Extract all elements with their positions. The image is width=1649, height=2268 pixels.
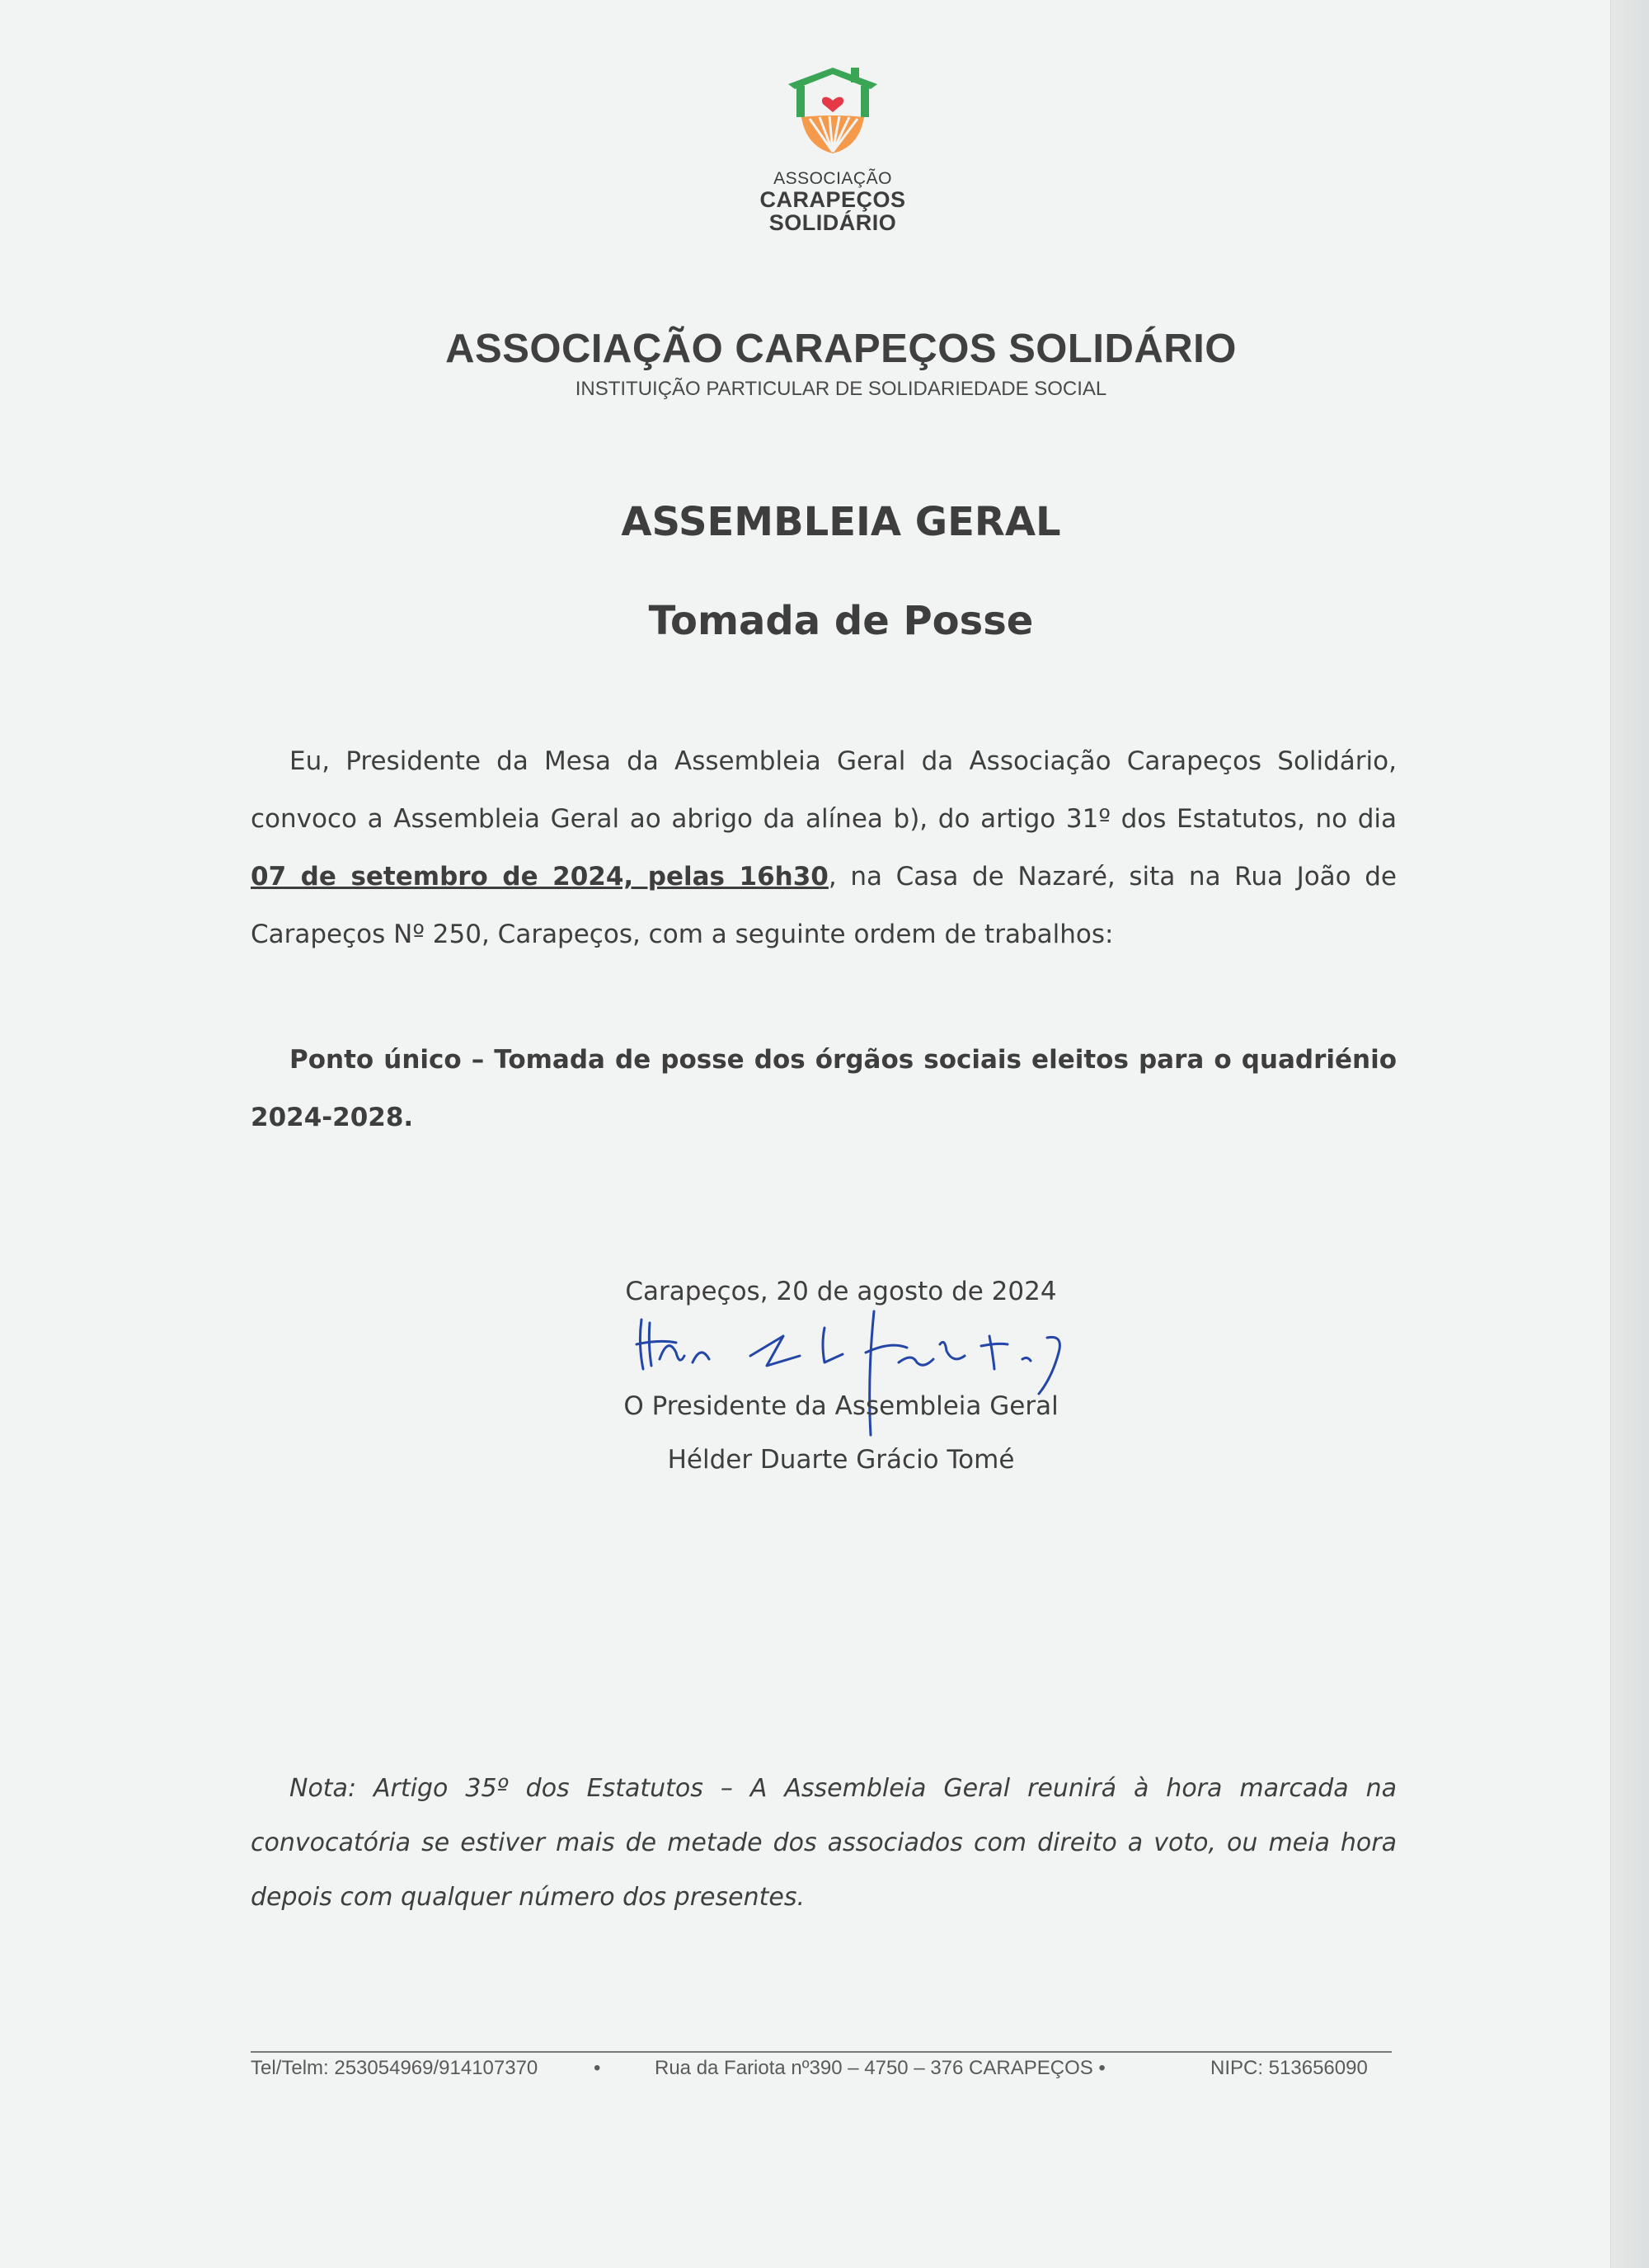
logo-line-2: CARAPEÇOS <box>759 187 906 213</box>
footer-divider <box>251 2051 1392 2053</box>
organization-name: ASSOCIAÇÃO CARAPEÇOS SOLIDÁRIO <box>445 327 1237 371</box>
document-subtitle: Tomada de Posse <box>648 598 1034 644</box>
signatory-role: O Presidente da Assembleia Geral <box>623 1391 1059 1421</box>
footer-address: Rua da Fariota nº390 – 4750 – 376 CARAPEÇOS • <box>655 2057 1106 2079</box>
footer-nipc: NIPC: 513656090 <box>1210 2057 1368 2079</box>
convocation-text-end: , na Casa de Nazaré, sita na Rua João de Carapeços Nº 250, Carapeços, com a seguinte ordem de trabalhos: <box>251 862 1398 949</box>
place-date: Carapeços, 20 de agosto de 2024 <box>625 1277 1057 1306</box>
convocation-paragraph <box>251 732 1397 963</box>
logo <box>717 64 948 235</box>
logo-line-1: ASSOCIAÇÃO <box>773 169 892 188</box>
logo-line-3: SOLIDÁRIO <box>768 210 897 236</box>
signatory-name: Hélder Duarte Grácio Tomé <box>667 1445 1015 1475</box>
convocation-text-start: Eu, Presidente da Mesa da Assembleia Geral da Associação Carapeços Solidário, convoco a Assembleia Geral ao abrigo da alínea b), do artigo 31º dos Estatutos, no dia <box>251 746 1397 834</box>
document-title: ASSEMBLEIA GERAL <box>621 499 1061 545</box>
agenda-item: Ponto único – Tomada de posse dos órgãos sociais eleitos para o quadriénio 2024-2028. <box>251 1045 1397 1132</box>
note-paragraph: Nota: Artigo 35º dos Estatutos – A Assembleia Geral reunirá à hora marcada na convocatória se estiver mais de metade dos associados com direito a voto, ou meia hora depois com qualquer número dos presentes. <box>251 1774 1397 1912</box>
organization-subtitle: INSTITUIÇÃO PARTICULAR DE SOLIDARIEDADE SOCIAL <box>575 378 1107 400</box>
meeting-date: 07 de setembro de 2024, pelas 16h30 <box>251 862 829 892</box>
footer-separator: • <box>594 2057 601 2079</box>
footer-phone: Tel/Telm: 253054969/914107370 <box>251 2057 538 2079</box>
logo-house-icon <box>783 64 882 157</box>
